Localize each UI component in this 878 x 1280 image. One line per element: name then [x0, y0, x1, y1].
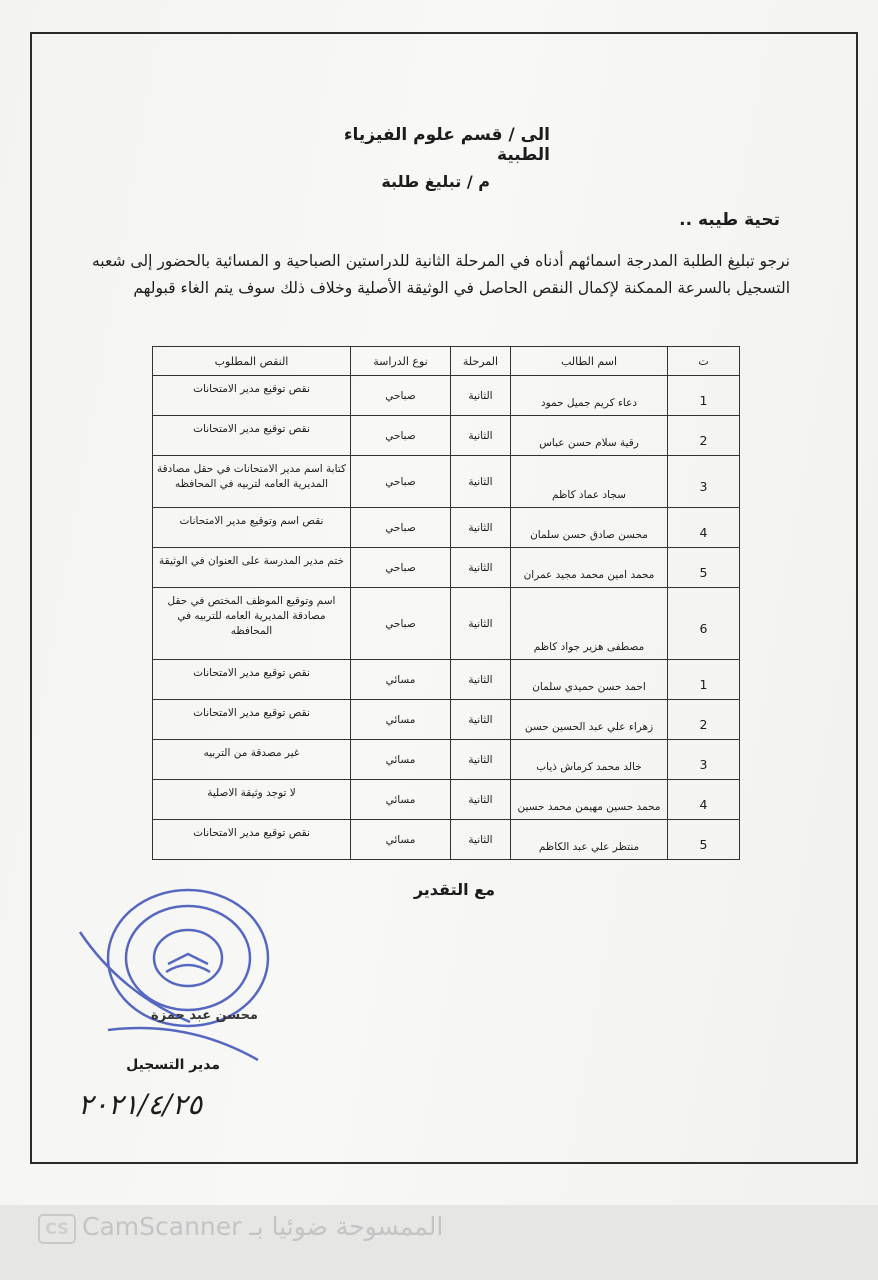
- table-row: [153, 548, 740, 588]
- table-row: [153, 416, 740, 456]
- cell-study-type: مسائي: [351, 660, 451, 700]
- cell-student-name: منتظر علي عبد الكاظم: [511, 820, 668, 860]
- cell-study-type: صباحي: [351, 456, 451, 508]
- cell-stage: الثانية: [451, 416, 511, 456]
- cell-student-name: رقية سلام حسن عباس: [511, 416, 668, 456]
- cell-study-type: مسائي: [351, 700, 451, 740]
- cell-student-name: سجاد عماد كاظم: [511, 456, 668, 508]
- subject-line: م / تبليغ طلبة: [381, 172, 490, 191]
- cell-study-type: مسائي: [351, 780, 451, 820]
- letter-body: نرجو تبليغ الطلبة المدرجة اسمائهم أدناه في المرحلة الثانية للدراستين الصباحية و المسائية بالحضور إلى شعبه التسجيل بالسرعة الممكنة لإكمال النقص الحاصل في الوثيقة الأصلية وخلاف ذلك سوف يتم الغاء قبولهم: [92, 252, 790, 297]
- cell-study-type: مسائي: [351, 740, 451, 780]
- cell-deficiency: نقص توقيع مدير الامتحانات: [153, 376, 351, 416]
- cell-deficiency: نقص توقيع مدير الامتحانات: [153, 416, 351, 456]
- greeting: تحية طيبه ..: [679, 210, 780, 230]
- cell-deficiency: نقص اسم وتوقيع مدير الامتحانات: [153, 508, 351, 548]
- cell-deficiency: نقص توقيع مدير الامتحانات: [153, 700, 351, 740]
- cell-student-name: خالد محمد كرماش ذياب: [511, 740, 668, 780]
- cell-study-type: صباحي: [351, 416, 451, 456]
- cell-deficiency: لا توجد وثيقة الاصلية: [153, 780, 351, 820]
- cell-study-type: صباحي: [351, 376, 451, 416]
- cell-stage: الثانية: [451, 700, 511, 740]
- cell-student-name: مصطفى هزير جواد كاظم: [511, 588, 668, 660]
- header-index: ت: [668, 347, 740, 376]
- cell-stage: الثانية: [451, 376, 511, 416]
- table-row: [153, 660, 740, 700]
- table-row: [153, 740, 740, 780]
- cell-deficiency: ختم مدير المدرسة على العنوان في الوثيقة: [153, 548, 351, 588]
- cell-index: 2: [668, 416, 740, 456]
- cell-index: 6: [668, 588, 740, 660]
- cell-student-name: محسن صادق حسن سلمان: [511, 508, 668, 548]
- cell-stage: الثانية: [451, 508, 511, 548]
- cell-study-type: صباحي: [351, 588, 451, 660]
- table-row: [153, 588, 740, 660]
- cell-index: 2: [668, 700, 740, 740]
- header-study-type: نوع الدراسة: [351, 347, 451, 376]
- cell-stage: الثانية: [451, 820, 511, 860]
- table-row: [153, 508, 740, 548]
- cell-index: 4: [668, 780, 740, 820]
- cell-deficiency: غير مصدقة من التربيه: [153, 740, 351, 780]
- signatory-name: محسن عبد حمزة: [151, 1008, 258, 1023]
- cell-deficiency: اسم وتوقيع الموظف المختص في حقل مصادقة المديرية العامه للتربيه في المحافظه: [153, 588, 351, 660]
- table-row: [153, 780, 740, 820]
- cell-deficiency: نقص توقيع مدير الامتحانات: [153, 820, 351, 860]
- cell-student-name: دعاء كريم جميل حمود: [511, 376, 668, 416]
- cell-stage: الثانية: [451, 548, 511, 588]
- cell-index: 3: [668, 456, 740, 508]
- cell-student-name: محمد امين محمد مجيد عمران: [511, 548, 668, 588]
- cell-study-type: مسائي: [351, 820, 451, 860]
- cell-index: 5: [668, 548, 740, 588]
- table-row: [153, 700, 740, 740]
- cell-index: 5: [668, 820, 740, 860]
- cell-stage: الثانية: [451, 588, 511, 660]
- cell-stage: الثانية: [451, 660, 511, 700]
- cell-study-type: صباحي: [351, 548, 451, 588]
- recipient-line: الى / قسم علوم الفيزياء الطبية: [343, 125, 550, 165]
- cell-student-name: احمد حسن حميدي سلمان: [511, 660, 668, 700]
- cell-deficiency: كتابة اسم مدير الامتحانات في حقل مصادقة المديرية العامه لتربيه في المحافظه: [153, 456, 351, 508]
- signatory-role: مدير التسجيل: [126, 1057, 220, 1073]
- official-stamp: [68, 880, 278, 1070]
- cell-study-type: صباحي: [351, 508, 451, 548]
- handwritten-date: [58, 1080, 258, 1130]
- table-row: [153, 456, 740, 508]
- students-table: [152, 346, 740, 860]
- header-student-name: اسم الطالب: [511, 347, 668, 376]
- cell-student-name: محمد حسين مهيمن محمد حسين: [511, 780, 668, 820]
- table-row: [153, 820, 740, 860]
- camscanner-logo-icon: CS: [38, 1214, 76, 1244]
- table-header-row: [153, 347, 740, 376]
- handwritten-date-text: ٢٠٢١/٤/٢٥: [78, 1088, 203, 1121]
- cell-stage: الثانية: [451, 780, 511, 820]
- cell-index: 3: [668, 740, 740, 780]
- cell-index: 1: [668, 660, 740, 700]
- camscanner-watermark: CamScanner الممسوحة ضوئيا بـ: [82, 1212, 444, 1241]
- cell-stage: الثانية: [451, 456, 511, 508]
- table-row: [153, 376, 740, 416]
- header-stage: المرحلة: [451, 347, 511, 376]
- header-deficiency: النقص المطلوب: [153, 347, 351, 376]
- cell-index: 4: [668, 508, 740, 548]
- closing-thanks: مع التقدير: [413, 880, 495, 899]
- cell-student-name: زهراء علي عبد الحسين حسن: [511, 700, 668, 740]
- cell-index: 1: [668, 376, 740, 416]
- cell-stage: الثانية: [451, 740, 511, 780]
- cell-deficiency: نقص توقيع مدير الامتحانات: [153, 660, 351, 700]
